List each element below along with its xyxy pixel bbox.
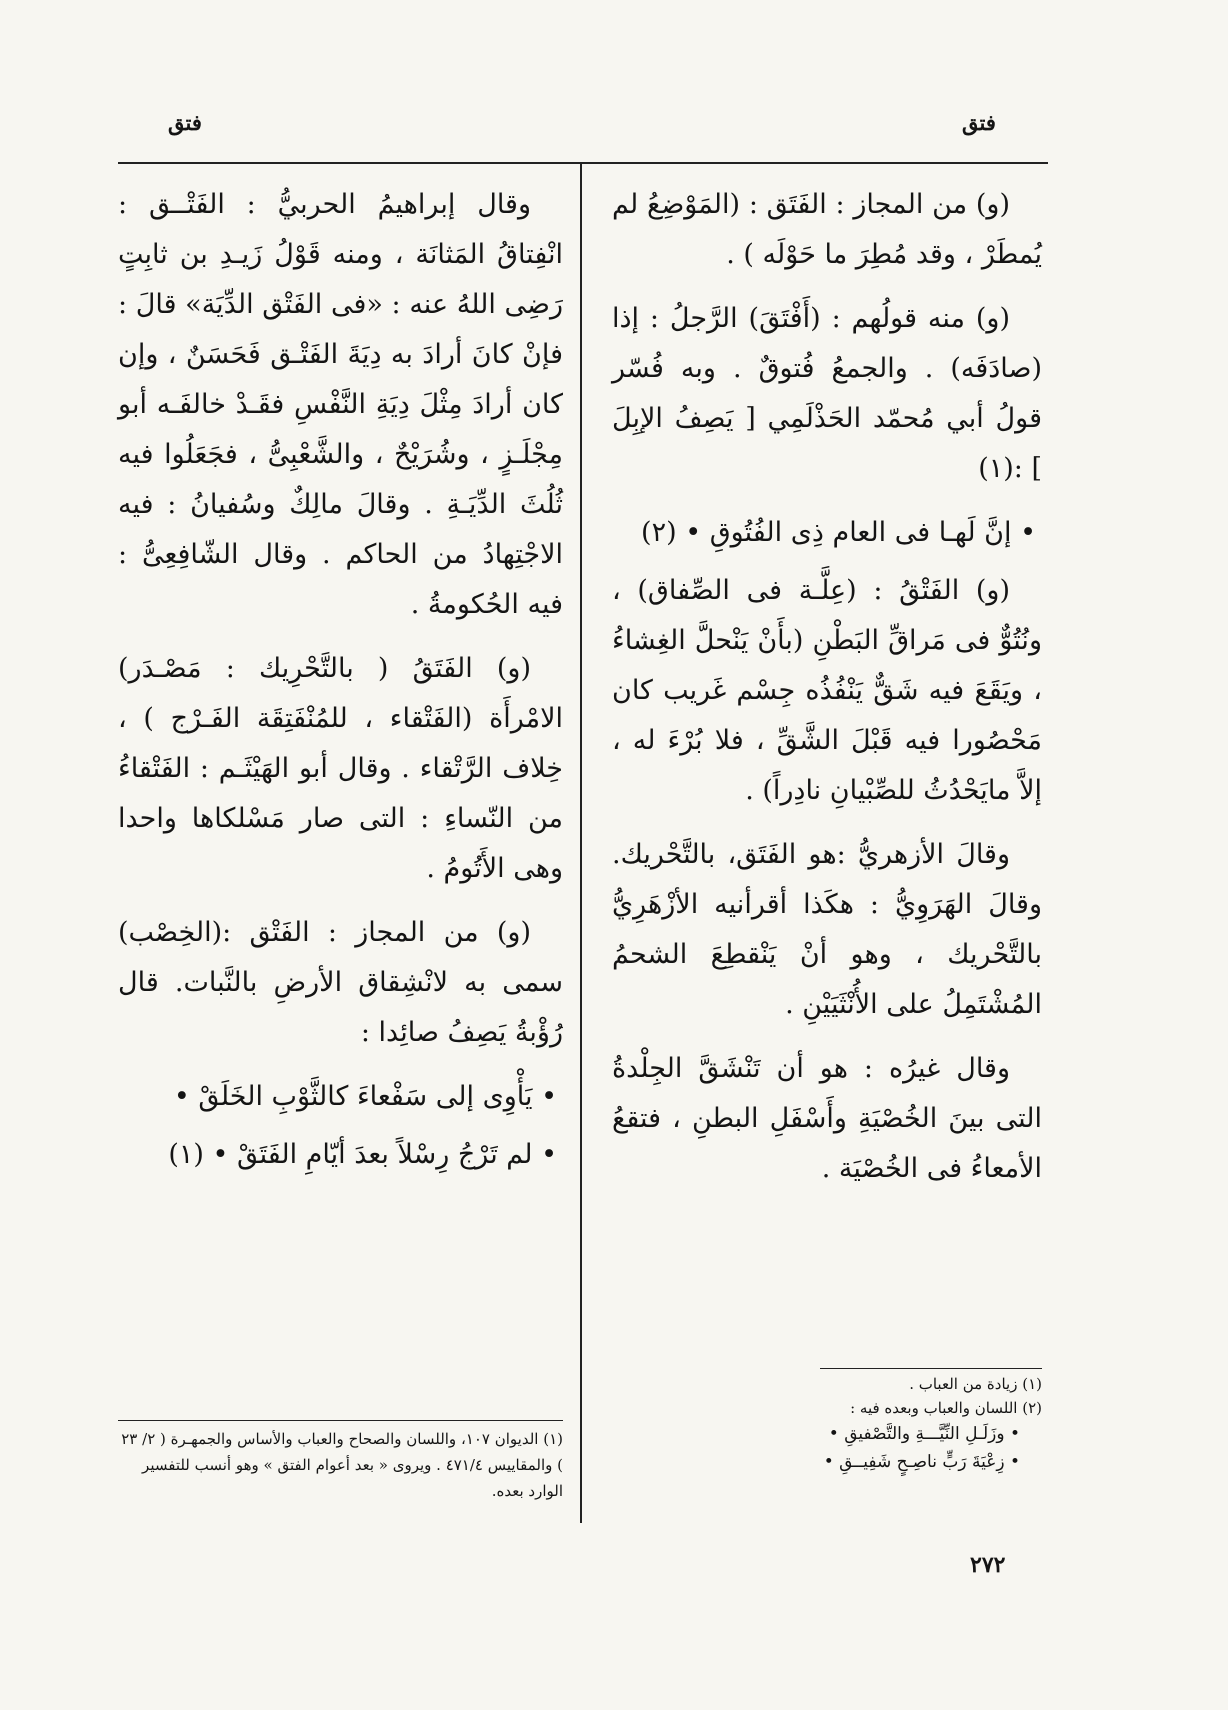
footnote-rule-right — [820, 1368, 1042, 1369]
verse-line: • إنَّ لَهـا فى العام ذِى الفُتُوقِ • (٢) — [641, 517, 1036, 548]
page-number: ٢٧٢ — [970, 1552, 1006, 1578]
footnotes-left — [118, 1426, 563, 1504]
footnote-verse: • وزَلَـلِ النِّيَّـــةِ والتَّصْفيقِ • — [828, 1424, 1020, 1444]
footnote: (٢) اللسان والعباب وبعده فيه : — [850, 1399, 1042, 1417]
footnotes-right — [660, 1372, 1042, 1476]
paragraph: وقالَ الأزهريُّ :هو الفَتَق، بالتَّحْريك. وقالَ الهَرَوِيُّ : هكَذا أقرأنيه الأزْهَرِيُّ بالتَّحْريك ، وهو أنْ يَنْقطِعَ الشحمُ المُشْتَمِلُ على الأُنْثَيَيْنِ . — [612, 839, 1042, 1020]
paragraph: (و) من المجاز : الفَتْق :(الخِصْب) سمى به لانْشِقاق الأرضِ بالنَّبات. قال رُؤْبةُ يَصِفُ صائِدا : — [118, 917, 563, 1048]
header-entry-word-right: فتق — [962, 110, 996, 135]
header-rule — [118, 162, 1048, 164]
verse-line: • يَأْوِى إلى سَفْعاءَ كالثَّوْبِ الخَلَقْ • — [173, 1081, 557, 1112]
paragraph: (و) الفَتْقُ : (عِلَّـة فى الصِّفاق) ، ونُتُوٌّ فى مَراقِّ البَطْنِ (بأَنْ يَنْحلَّ الغِشاءُ ، ويَقَعَ فيه شَقٌّ يَنْفُذُه جِسْم غَريب كان مَحْصُورا فيه قَبْلَ الشَّقِّ ، فلا بُرْءَ له ، إلاَّ مايَحْدُثُ للصِّبْيانِ نادِراً) . — [612, 575, 1042, 806]
footnote-rule-left — [118, 1420, 563, 1421]
paragraph: وقال غيرُه : هو أن تَنْشَقَّ الجِلْدةُ التى بينَ الخُصْيَةِ وأَسْفَلِ البطنِ ، فتقعُ الأمعاءُ فى الخُصْيَة . — [612, 1053, 1042, 1184]
paragraph: (و) الفَتَقُ ( بالتَّحْرِيك : مَصْـدَر) الامْرأَة (الفَتْقاء ، للمُنْفَتِقَة الفَـرْج ) ، خِلاف الرَّتْقاء . وقال أبو الهَيْثَـم : الفَتْقاءُ من النّساءِ : التى صار مَسْلكاها واحدا وهى الأَتُومُ . — [118, 653, 563, 884]
footnote: (١) زيادة من العباب . — [909, 1375, 1042, 1393]
footnote: (١) الديوان ١٠٧، واللسان والصحاح والعباب والأساس والجمهـرة ( ٢/ ٢٣ ) والمقاييس ٤٧١/٤ . ويروى « بعد أعوام الفتق » وهو أنسب للتفسير الوارد بعده. — [121, 1430, 563, 1500]
header-entry-word-left: فتق — [168, 110, 202, 135]
paragraph: وقال إبراهيمُ الحربيُّ : الفَتْــق : انْفِتاقُ المَثانَة ، ومنه قَوْلُ زَيـدِ بن ثابِتٍ رَضِى اللهُ عنه : «فى الفَتْق الدِّيَة» قالَ : فإنْ كانَ أرادَ به دِيَةَ الفَتْـق فَحَسَنٌ ، وإن كان أرادَ مِثْلَ دِيَةِ النَّفْسِ فقَـدْ خالفَـه أبو مِجْلَـزٍ ، وشُرَيْحٌ ، والشَّعْبِىُّ ، فجَعَلُوا فيه ثُلُثَ الدِّيَـةِ . وقالَ مالِكٌ وسُفيانُ : فيه الاجْتِهادُ من الحاكم . وقال الشّافِعِىُّ : فيه الحُكومةُ . — [118, 189, 563, 620]
column-divider — [580, 163, 582, 1523]
footnote-verse: • زِعْيَةَ رَبٍّ ناصِـحٍ شَفِيــقِ • — [823, 1452, 1020, 1472]
paragraph: (و) من المجاز : الفَتَق : (المَوْضِعُ لم يُمطَرْ ، وقد مُطِرَ ما حَوْلَه ) . — [612, 189, 1042, 270]
left-column — [118, 180, 563, 1188]
right-column — [612, 180, 1042, 1208]
paragraph: (و) منه قولُهم : (أَفْتَقَ) الرَّجلُ : إذا (صادَفَه) . والجمعُ فُتوقٌ . وبه فُسّر قولُ أبي مُحمّد الحَذْلَمِي [ يَصِفُ الإبِلَ ] :(١) — [612, 303, 1042, 484]
verse-line: • لم تَرْجُ رِسْلاً بعدَ أيّامِ الفَتَقْ • (١) — [168, 1139, 557, 1170]
